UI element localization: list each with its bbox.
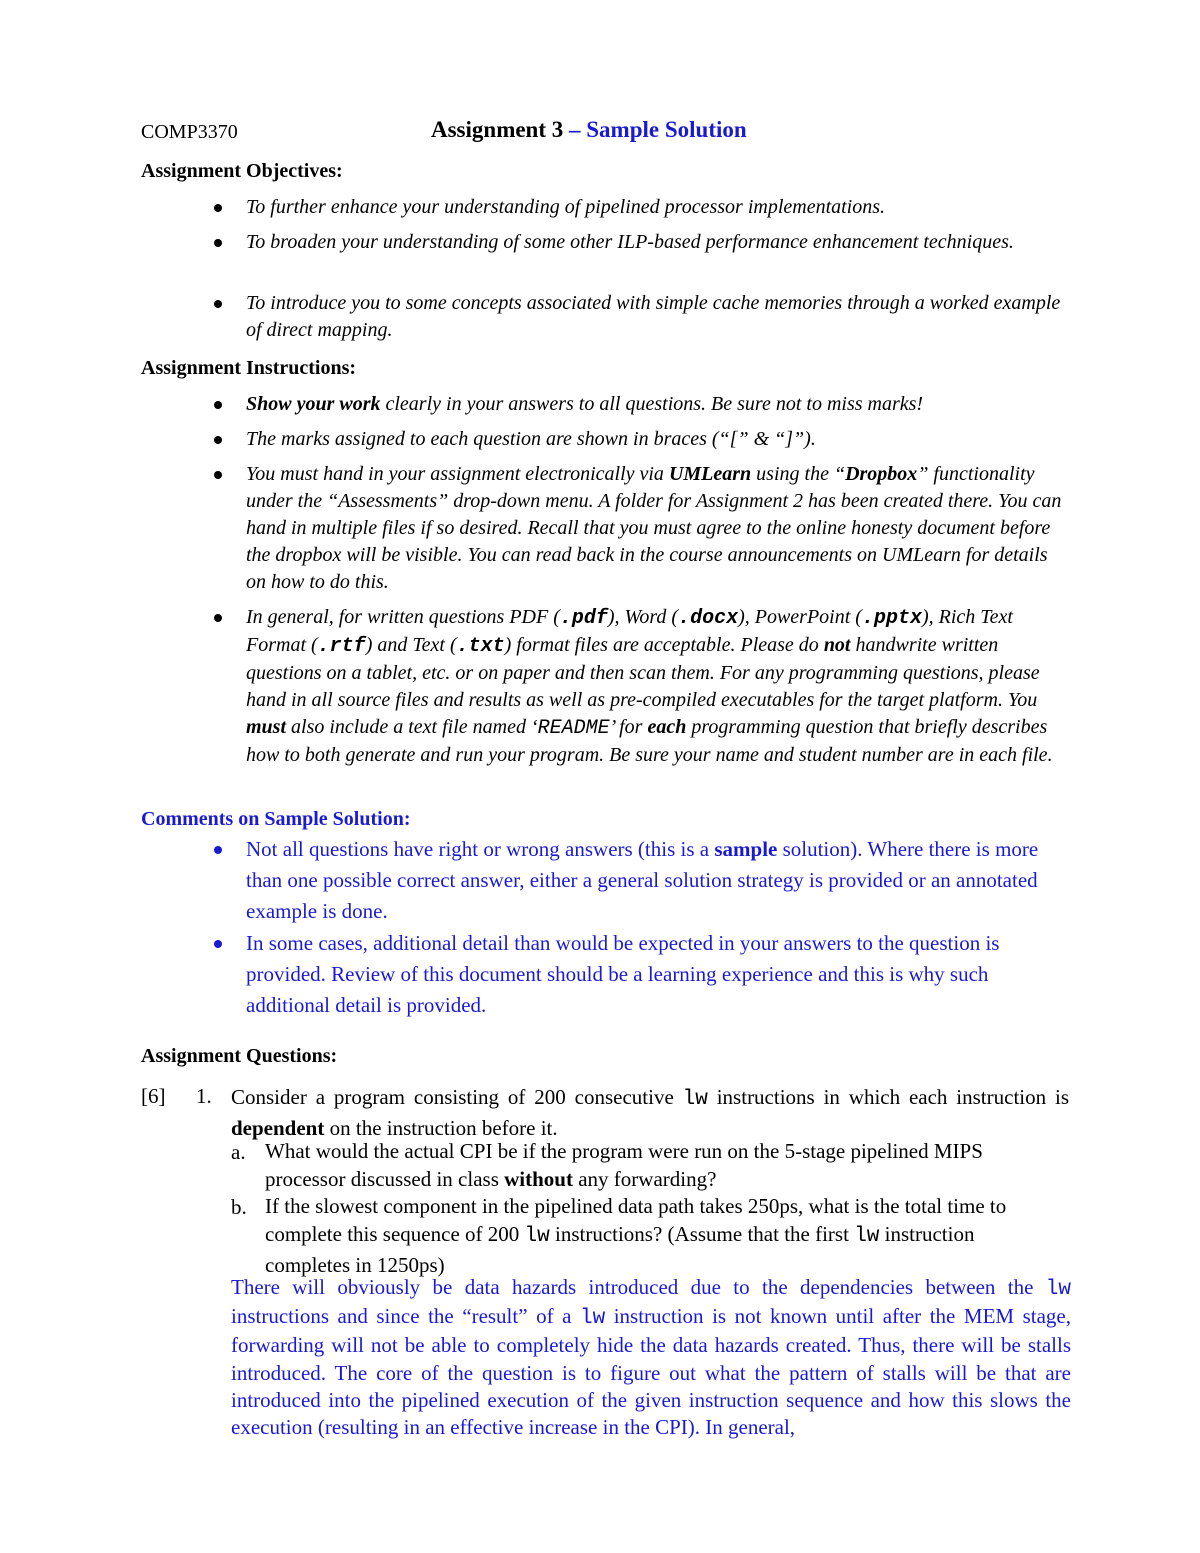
show-work-text: Show your work — [246, 393, 381, 415]
instruction-text: ), Rich Text Format ( — [246, 606, 1013, 656]
without-text: without — [504, 1167, 573, 1191]
not-text: not — [823, 634, 851, 656]
bullet-icon — [214, 300, 222, 308]
instruction-text: You must hand in your assignment electronically via — [246, 463, 669, 485]
objective-item: To introduce you to some concepts associated with simple cache memories through a worked example of direct mapping. — [246, 292, 1061, 341]
subquestion-label: b. — [231, 1195, 247, 1219]
objectives-heading: Assignment Objectives: — [141, 160, 343, 182]
title-main: Assignment 3 — [431, 117, 564, 142]
readme-text: README — [537, 717, 610, 740]
question-text-part: instructions in which each instruction is — [707, 1085, 1069, 1109]
comment-item — [246, 834, 1071, 927]
bullet-icon — [214, 204, 222, 212]
instruction-item: The marks assigned to each question are shown in braces (“[” & “]”). — [246, 428, 816, 450]
dependent-text: dependent — [231, 1116, 325, 1140]
instruction-item — [246, 391, 1076, 418]
subquestion-text: any forwarding? — [572, 1167, 717, 1191]
instruction-text: clearly in your answers to all questions. Be sure not to miss marks! — [380, 393, 924, 415]
page-title — [431, 117, 747, 143]
instruction-item — [246, 604, 1071, 769]
instruction-text: ) format files are acceptable. Please do — [504, 634, 824, 656]
file-ext: .rtf — [317, 635, 366, 658]
subquestion-text: If the slowest component in the pipelined data path takes 250ps, what is the total time to complete this sequence of 200 — [265, 1194, 1007, 1246]
instruction-item — [246, 461, 1071, 596]
file-ext: .txt — [456, 635, 505, 658]
question-text-part: Consider a program consisting of 200 consecutive — [231, 1085, 683, 1109]
objective-item: To further enhance your understanding of pipelined processor implementations. — [246, 196, 886, 218]
instruction-text: ’ for — [609, 716, 648, 738]
sample-text: sample — [714, 837, 778, 861]
instruction-text: programming question that briefly describes how to both generate and run your program. Be sure your name and student number are in each file. — [246, 716, 1053, 766]
instruction-text: ), PowerPoint ( — [738, 606, 862, 628]
subquestion-a — [265, 1137, 1045, 1193]
bullet-icon — [214, 614, 222, 622]
subquestion-text: instructions? (Assume that the first — [549, 1222, 855, 1246]
file-ext: .pptx — [861, 607, 922, 630]
bullet-icon — [214, 846, 222, 854]
instruction-text: using the “ — [751, 463, 846, 485]
question-text-part: on the instruction before it. — [324, 1116, 558, 1140]
answer-text-part: instructions and since the “result” of a — [231, 1304, 580, 1329]
instruction-text: ) and Text ( — [365, 634, 457, 656]
bullet-icon — [214, 940, 222, 948]
answer-text-part: There will obviously be data hazards introduced due to the dependencies between the — [231, 1275, 1046, 1299]
objective-item: To broaden your understanding of some other ILP-based performance enhancement techniques. — [246, 231, 1014, 253]
course-code: COMP3370 — [141, 121, 238, 143]
lw-code: lw — [1045, 1278, 1071, 1301]
question-marks: [6] — [141, 1084, 166, 1108]
each-text: each — [647, 716, 687, 738]
lw-code: lw — [579, 1307, 606, 1331]
question-number: 1. — [196, 1084, 212, 1108]
title-solution: Sample Solution — [586, 117, 747, 142]
instruction-text: handwrite written questions on a tablet, etc. or on paper and then scan them. For any programming questions, please hand in all source files and results as well as pre-compiled executables for the target platform. You — [246, 634, 1040, 711]
file-ext: .docx — [678, 607, 739, 630]
comment-text: solution). Where there is more than one possible correct answer, either a general solution strategy is provided or an annotated example is done. — [246, 837, 1039, 923]
lw-code: lw — [682, 1088, 708, 1111]
lw-code: lw — [854, 1225, 880, 1248]
dropbox-text: Dropbox — [845, 463, 918, 485]
bullet-icon — [214, 471, 222, 479]
comments-heading: Comments on Sample Solution: — [141, 808, 411, 830]
subquestion-text: instruction completes in 1250ps) — [265, 1222, 975, 1277]
instruction-text: also include a text file named ‘ — [286, 716, 538, 738]
instruction-text: ” functionality under the “Assessments” drop-down menu. A folder for Assignment 2 has been created there. You can hand in multiple files if so desired. Recall that you must agree to the online honesty document before the dropbox will be visible. You can read back in the course announcements on UMLearn for details on how to do this. — [246, 463, 1062, 593]
subquestion-text: What would the actual CPI be if the program were run on the 5-stage pipelined MIPS processor discussed in class — [265, 1139, 983, 1191]
instructions-heading: Assignment Instructions: — [141, 357, 357, 379]
questions-heading: Assignment Questions: — [141, 1045, 338, 1067]
umlearn-text: UMLearn — [668, 463, 752, 485]
instruction-text: ), Word ( — [607, 606, 679, 628]
bullet-icon — [214, 436, 222, 444]
lw-code: lw — [524, 1225, 550, 1248]
instruction-text: In general, for written questions PDF ( — [246, 606, 560, 628]
question-text — [231, 1083, 1069, 1142]
file-ext: .pdf — [559, 607, 608, 630]
bullet-icon — [214, 401, 222, 409]
title-dash: – — [569, 117, 581, 142]
subquestion-b — [265, 1192, 1045, 1279]
must-text: must — [246, 716, 287, 738]
comment-text: Not all questions have right or wrong answers (this is a — [246, 837, 715, 861]
subquestion-label: a. — [231, 1140, 246, 1164]
answer-text-part: instruction is not known until after the MEM stage, forwarding will not be able to completely hide the data hazards created. Thus, there will be stalls introduced. The core of the question is to figure out what the pattern of stalls will be that are introduced into the pipelined execution of the given instruction sequence and how this slows the execution (resulting in an effective increase in the CPI). In general, — [231, 1304, 1072, 1440]
answer-text — [231, 1274, 1071, 1441]
comment-item: In some cases, additional detail than would be expected in your answers to the question is provided. Review of this document should be a learning experience and this is why such additional detail is provided. — [246, 931, 1000, 1017]
bullet-icon — [214, 239, 222, 247]
